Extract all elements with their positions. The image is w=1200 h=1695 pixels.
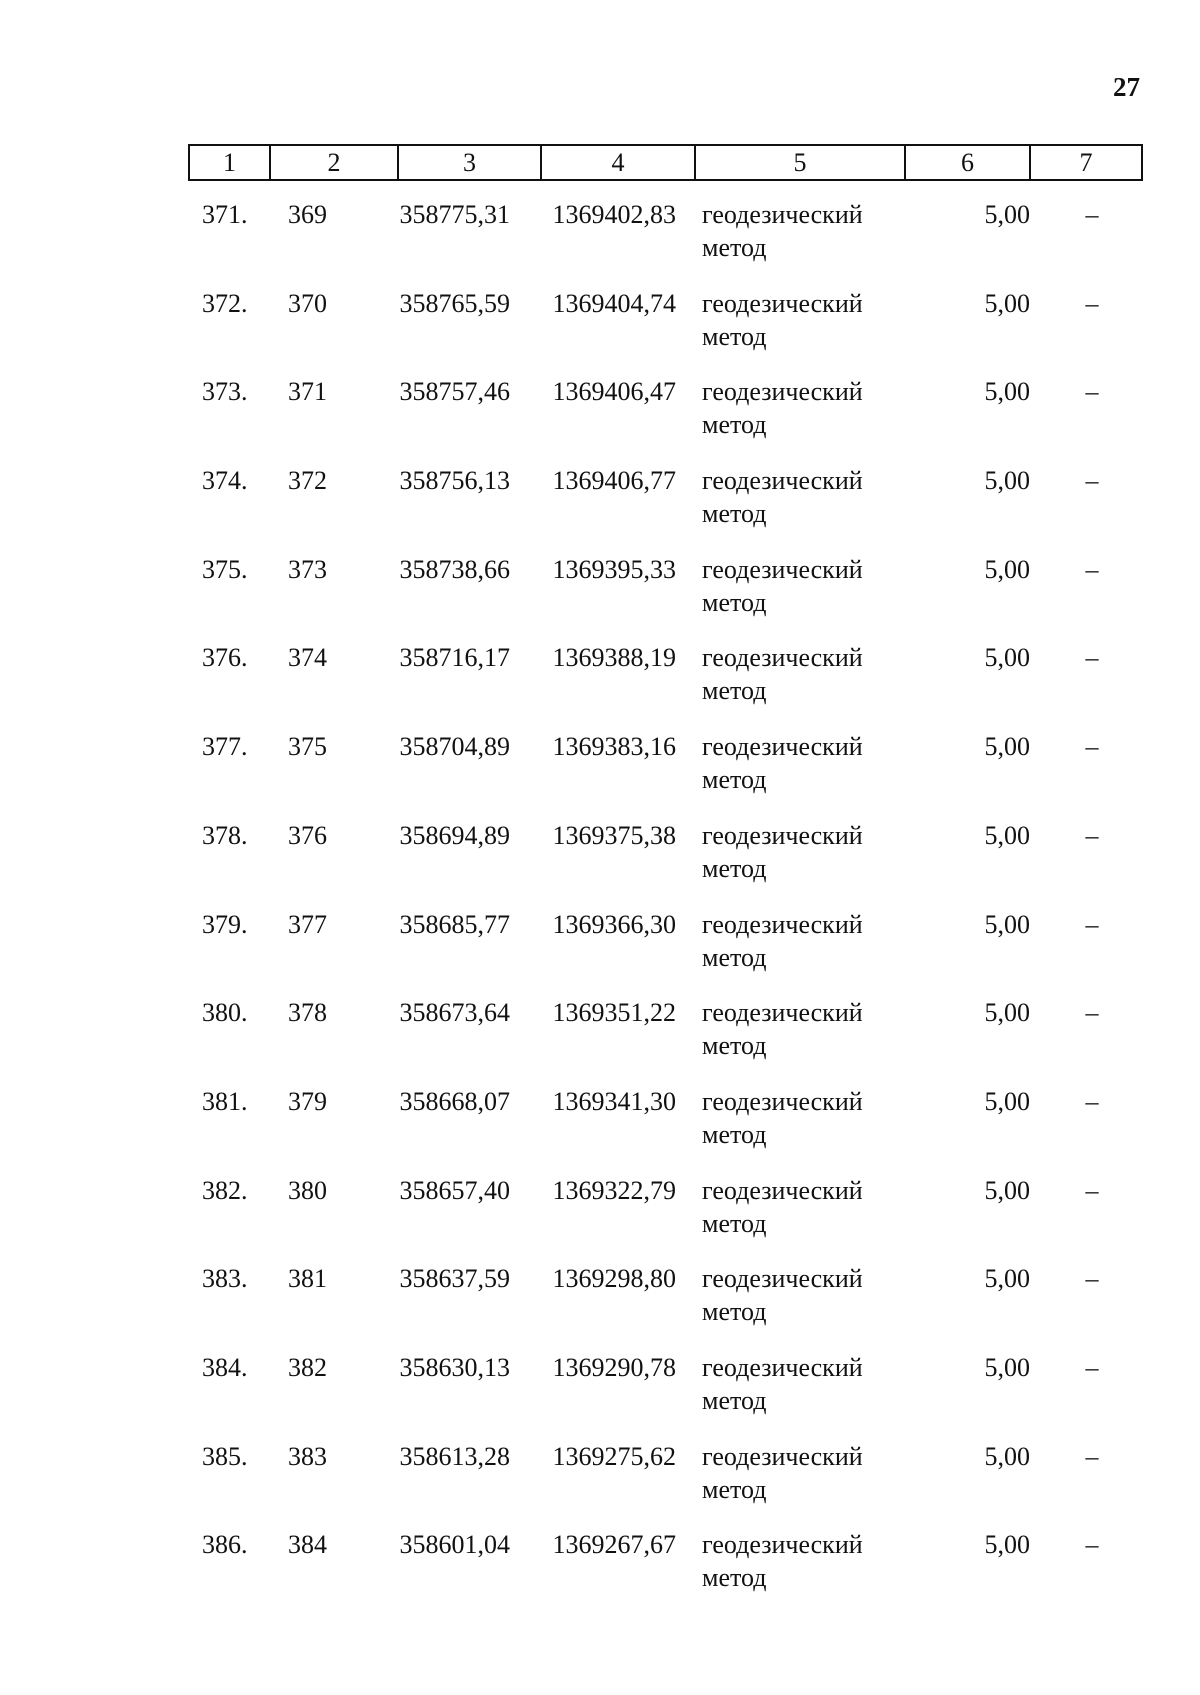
- note-value: –: [1085, 288, 1099, 318]
- coordinate-y: 1369404,74: [552, 288, 676, 318]
- row-number: 382.: [202, 1175, 248, 1205]
- coordinate-x: 358673,64: [399, 998, 510, 1028]
- header-col-1: 1: [189, 145, 270, 180]
- row-number: 371.: [202, 200, 248, 229]
- method-line-1: геодезический: [702, 1086, 863, 1116]
- row-number: 381.: [202, 1086, 248, 1116]
- accuracy-value: 5,00: [984, 1352, 1030, 1382]
- row-number: 373.: [202, 377, 248, 407]
- point-number: 384: [288, 1530, 327, 1560]
- method-line-1: геодезический: [702, 732, 863, 762]
- method-line-2: метод: [702, 853, 767, 883]
- table-row: [188, 464, 1141, 553]
- method-line-1: геодезический: [702, 909, 863, 939]
- coordinate-y: 1369383,16: [552, 732, 676, 762]
- method-line-2: метод: [702, 1031, 767, 1061]
- method-line-2: метод: [702, 233, 767, 262]
- row-number: 372.: [202, 288, 248, 318]
- table-row: [188, 730, 1141, 819]
- method-cell: [702, 996, 902, 1062]
- note-value: –: [1085, 998, 1099, 1028]
- header-col-7: 7: [1030, 145, 1142, 180]
- point-number: 374: [288, 643, 327, 673]
- row-number: 383.: [202, 1264, 248, 1294]
- table-row: [188, 641, 1141, 730]
- header-col-6: 6: [905, 145, 1030, 180]
- note-value: –: [1085, 643, 1099, 673]
- point-number: 372: [288, 466, 327, 496]
- method-line-2: метод: [702, 499, 767, 529]
- note-value: –: [1085, 466, 1099, 496]
- note-value: –: [1085, 200, 1099, 229]
- method-line-2: метод: [702, 1297, 767, 1327]
- method-line-1: геодезический: [702, 643, 863, 673]
- row-number: 384.: [202, 1352, 248, 1382]
- table-row: [188, 375, 1141, 464]
- coordinate-x: 358765,59: [399, 288, 510, 318]
- point-number: 376: [288, 820, 327, 850]
- method-line-1: геодезический: [702, 288, 863, 318]
- point-number: 378: [288, 998, 327, 1028]
- accuracy-value: 5,00: [984, 1530, 1030, 1560]
- row-number: 385.: [202, 1441, 248, 1471]
- method-cell: [702, 1440, 902, 1506]
- note-value: –: [1085, 377, 1099, 407]
- coordinate-x: 358716,17: [399, 643, 510, 673]
- method-cell: [702, 819, 902, 885]
- method-line-1: геодезический: [702, 200, 863, 229]
- note-value: –: [1085, 820, 1099, 850]
- coordinate-x: 358630,13: [399, 1352, 510, 1382]
- method-line-2: метод: [702, 1119, 767, 1149]
- method-cell: [702, 1528, 902, 1594]
- method-line-2: метод: [702, 1474, 767, 1504]
- method-cell: [702, 464, 902, 530]
- coordinate-y: 1369388,19: [552, 643, 676, 673]
- row-number: 374.: [202, 466, 248, 496]
- table-row: [188, 996, 1141, 1085]
- method-line-1: геодезический: [702, 998, 863, 1028]
- header-col-2: 2: [270, 145, 398, 180]
- method-line-2: метод: [702, 1385, 767, 1415]
- method-cell: [702, 198, 902, 264]
- note-value: –: [1085, 554, 1099, 584]
- method-cell: [702, 1351, 902, 1417]
- coordinate-x: 358685,77: [399, 909, 510, 939]
- coordinate-y: 1369290,78: [552, 1352, 676, 1382]
- table-row: [188, 287, 1141, 376]
- method-cell: [702, 1174, 902, 1240]
- table-row: [188, 819, 1141, 908]
- row-number: 376.: [202, 643, 248, 673]
- point-number: 380: [288, 1175, 327, 1205]
- coordinate-y: 1369298,80: [552, 1264, 676, 1294]
- method-cell: [702, 908, 902, 974]
- coordinate-x: 358756,13: [399, 466, 510, 496]
- row-number: 380.: [202, 998, 248, 1028]
- method-line-1: геодезический: [702, 820, 863, 850]
- point-number: 379: [288, 1086, 327, 1116]
- coordinate-x: 358657,40: [399, 1175, 510, 1205]
- column-number-header: [188, 144, 1143, 181]
- coordinate-x: 358757,46: [399, 377, 510, 407]
- accuracy-value: 5,00: [984, 377, 1030, 407]
- method-line-1: геодезический: [702, 377, 863, 407]
- accuracy-value: 5,00: [984, 820, 1030, 850]
- coordinate-y: 1369322,79: [552, 1175, 676, 1205]
- coordinate-y: 1369406,47: [552, 377, 676, 407]
- point-number: 381: [288, 1264, 327, 1294]
- method-line-1: геодезический: [702, 466, 863, 496]
- coordinate-y: 1369341,30: [552, 1086, 676, 1116]
- accuracy-value: 5,00: [984, 200, 1030, 229]
- table-row: [188, 1351, 1141, 1440]
- point-number: 377: [288, 909, 327, 939]
- method-line-1: геодезический: [702, 1175, 863, 1205]
- note-value: –: [1085, 1086, 1099, 1116]
- table-row: [188, 1085, 1141, 1174]
- accuracy-value: 5,00: [984, 1441, 1030, 1471]
- method-cell: [702, 641, 902, 707]
- point-number: 383: [288, 1441, 327, 1471]
- method-line-1: геодезический: [702, 1264, 863, 1294]
- note-value: –: [1085, 1352, 1099, 1382]
- point-number: 369: [288, 200, 327, 229]
- accuracy-value: 5,00: [984, 998, 1030, 1028]
- row-number: 378.: [202, 820, 248, 850]
- point-number: 370: [288, 288, 327, 318]
- point-number: 382: [288, 1352, 327, 1382]
- note-value: –: [1085, 1175, 1099, 1205]
- accuracy-value: 5,00: [984, 1264, 1030, 1294]
- coordinate-y: 1369366,30: [552, 909, 676, 939]
- coordinate-y: 1369395,33: [552, 554, 676, 584]
- method-line-1: геодезический: [702, 1530, 863, 1560]
- accuracy-value: 5,00: [984, 288, 1030, 318]
- method-line-2: метод: [702, 765, 767, 795]
- table-row: [188, 553, 1141, 642]
- table-row: [188, 908, 1141, 997]
- coordinate-y: 1369406,77: [552, 466, 676, 496]
- note-value: –: [1085, 1530, 1099, 1560]
- accuracy-value: 5,00: [984, 732, 1030, 762]
- coordinate-y: 1369275,62: [552, 1441, 676, 1471]
- header-col-3: 3: [398, 145, 541, 180]
- accuracy-value: 5,00: [984, 1175, 1030, 1205]
- coordinate-y: 1369402,83: [552, 200, 676, 229]
- method-line-2: метод: [702, 410, 767, 440]
- note-value: –: [1085, 1441, 1099, 1471]
- note-value: –: [1085, 1264, 1099, 1294]
- coordinate-x: 358613,28: [399, 1441, 510, 1471]
- table-row: [188, 1440, 1141, 1529]
- coordinate-x: 358601,04: [399, 1530, 510, 1560]
- method-cell: [702, 1262, 902, 1328]
- accuracy-value: 5,00: [984, 554, 1030, 584]
- method-line-1: геодезический: [702, 1441, 863, 1471]
- point-number: 373: [288, 554, 327, 584]
- method-cell: [702, 730, 902, 796]
- method-line-2: метод: [702, 1563, 767, 1593]
- coordinate-x: 358637,59: [399, 1264, 510, 1294]
- method-line-2: метод: [702, 676, 767, 706]
- coordinate-x: 358694,89: [399, 820, 510, 850]
- method-cell: [702, 1085, 902, 1151]
- row-number: 377.: [202, 732, 248, 762]
- table-row: [188, 1528, 1141, 1617]
- coordinate-x: 358668,07: [399, 1086, 510, 1116]
- accuracy-value: 5,00: [984, 466, 1030, 496]
- accuracy-value: 5,00: [984, 909, 1030, 939]
- row-number: 386.: [202, 1530, 248, 1560]
- table-row: [188, 1262, 1141, 1351]
- header-col-4: 4: [541, 145, 695, 180]
- coordinate-y: 1369351,22: [552, 998, 676, 1028]
- accuracy-value: 5,00: [984, 1086, 1030, 1116]
- method-cell: [702, 553, 902, 619]
- method-line-1: геодезический: [702, 554, 863, 584]
- method-line-2: метод: [702, 587, 767, 617]
- method-cell: [702, 375, 902, 441]
- method-cell: [702, 287, 902, 353]
- table-row: [188, 1174, 1141, 1263]
- method-line-2: метод: [702, 321, 767, 351]
- accuracy-value: 5,00: [984, 643, 1030, 673]
- method-line-1: геодезический: [702, 1352, 863, 1382]
- table-row: [188, 198, 1141, 287]
- note-value: –: [1085, 909, 1099, 939]
- point-number: 371: [288, 377, 327, 407]
- coordinate-x: 358775,31: [399, 200, 510, 229]
- coordinate-y: 1369267,67: [552, 1530, 676, 1560]
- coordinate-x: 358704,89: [399, 732, 510, 762]
- row-number: 379.: [202, 909, 248, 939]
- note-value: –: [1085, 732, 1099, 762]
- method-line-2: метод: [702, 942, 767, 972]
- header-col-5: 5: [695, 145, 905, 180]
- coordinate-table-body: [188, 198, 1141, 1617]
- method-line-2: метод: [702, 1208, 767, 1238]
- coordinate-x: 358738,66: [399, 554, 510, 584]
- page-number: 27: [1113, 72, 1140, 102]
- coordinate-y: 1369375,38: [552, 820, 676, 850]
- row-number: 375.: [202, 554, 248, 584]
- point-number: 375: [288, 732, 327, 762]
